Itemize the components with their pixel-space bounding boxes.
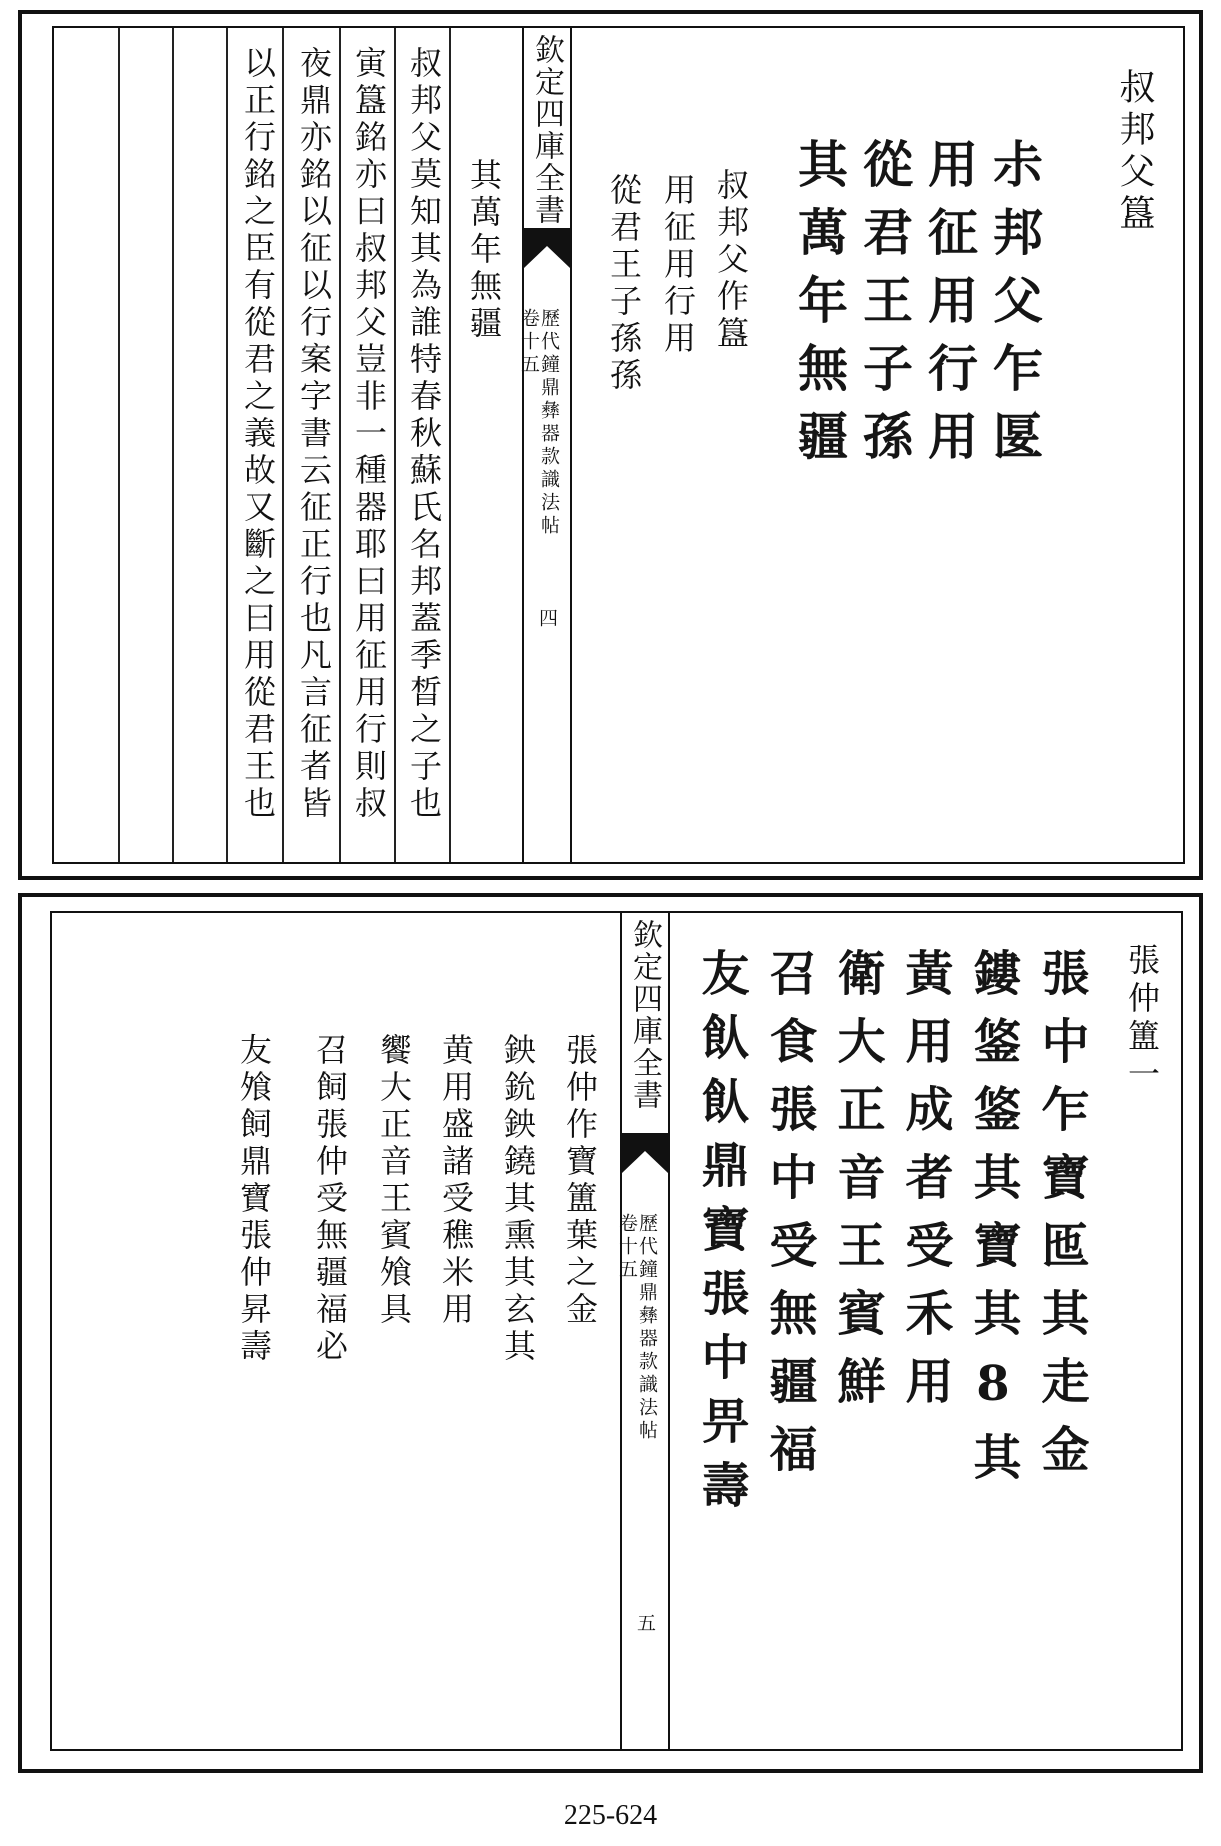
bottom-title: 張仲簠一 [1123, 943, 1161, 1095]
top-volume: 卷十五 [518, 308, 540, 377]
bottom-seal-column-5: 召食張中受無疆福 [761, 948, 817, 1492]
top-commentary-1: 叔邦父莫知其為誰特春秋蘇氏名邦蓋季晳之子也 [405, 46, 443, 823]
bottom-volume: 卷十五 [616, 1213, 638, 1282]
top-rule-7 [118, 28, 120, 862]
top-seal-column-2: 用征用行用 [920, 138, 979, 478]
top-rule-1 [449, 28, 451, 862]
bottom-fishtail-ornament [622, 1133, 668, 1173]
top-margin-strip [518, 28, 572, 862]
top-seal-column-3: 從君王子孫 [855, 138, 914, 478]
top-fishtail-ornament [524, 228, 570, 268]
page-footer-number: 225-624 [563, 1800, 658, 1831]
top-transcription-3: 從君王子孫孫 [605, 173, 643, 395]
top-book-title: 欽定四庫全書 [529, 34, 564, 226]
bottom-margin-strip [616, 913, 670, 1749]
top-rule-6 [172, 28, 174, 862]
bottom-page-frame [50, 911, 1183, 1751]
top-rule-2 [394, 28, 396, 862]
bottom-transcription-3: 黄用盛諸受穛米用 [437, 1033, 475, 1329]
top-transcription-2: 用征用行用 [659, 173, 697, 358]
top-rule-5 [226, 28, 228, 862]
bottom-transcription-2: 鉠鈗鉠鐃其熏其玄其 [499, 1033, 537, 1366]
bottom-seal-column-4: 衛大正音王賓鮮 [829, 948, 885, 1424]
top-seal-column-4: 其萬年無疆 [790, 138, 849, 478]
bottom-transcription-4: 饗大正音王賓飧具 [375, 1033, 413, 1329]
top-page-frame [52, 26, 1185, 864]
bottom-work-title: 歷代鐘鼎彝器款識法帖 [636, 1213, 658, 1443]
top-rule-3 [339, 28, 341, 862]
bottom-page [18, 893, 1203, 1773]
top-commentary-2: 寅簋銘亦曰叔邦父豈非一種器耶曰用征用行則叔 [350, 46, 388, 823]
top-commentary-3: 夜鼎亦銘以征以行案字書云征正行也凡言征者皆 [295, 46, 333, 823]
top-rule-4 [282, 28, 284, 862]
bottom-seal-column-3: 黃用成者受禾用 [897, 948, 953, 1424]
bottom-leaf-number: 五 [634, 1613, 656, 1636]
bottom-transcription-1: 張仲作寶簠葉之金 [561, 1033, 599, 1329]
top-page [18, 10, 1203, 880]
top-seal-column-1: 尗邦父乍匽 [985, 138, 1044, 478]
bottom-seal-column-6: 友飤飤鼎寶張中畀壽 [693, 948, 749, 1524]
top-work-title: 歷代鐘鼎彝器款識法帖 [538, 308, 560, 538]
bottom-transcription-6: 友飧飼鼎寶張仲昇壽 [235, 1033, 273, 1366]
bottom-transcription-5: 召飼張仲受無疆福必 [311, 1033, 349, 1366]
top-transcription-4: 其萬年無疆 [465, 158, 503, 343]
top-title: 叔邦父簋 [1114, 68, 1155, 236]
top-leaf-number: 四 [536, 608, 558, 631]
bottom-book-title: 欽定四庫全書 [627, 919, 662, 1111]
bottom-seal-column-2: 鏤鋚鋚其寶其8其 [965, 948, 1021, 1500]
top-transcription-1: 叔邦父作簋 [712, 168, 750, 353]
bottom-seal-column-1: 張中乍寶匜其走金 [1033, 948, 1089, 1492]
top-commentary-4: 以正行銘之臣有從君之義故又斷之曰用從君王也 [239, 46, 277, 823]
